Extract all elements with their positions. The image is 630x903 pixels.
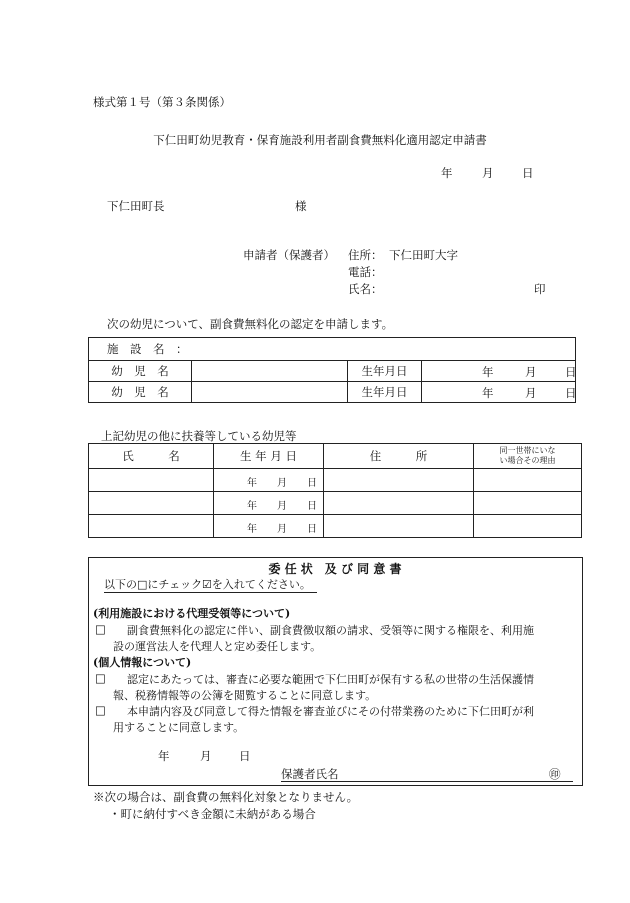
checkbox-proxy[interactable]: □ (95, 622, 106, 636)
intro-text: 次の幼児について、副食費無料化の認定を申請します。 (107, 317, 394, 331)
table-row (89, 361, 576, 382)
applicant-label: 申請者（保護者） (243, 248, 335, 262)
item2-line2: 報、税務情報等の公簿を閲覧することに同意します。 (113, 689, 377, 702)
dependents-table (88, 443, 582, 538)
dependent-name-input[interactable] (89, 492, 214, 515)
table-header-row (89, 444, 582, 469)
name-label: 氏名： (348, 282, 383, 296)
birth-label-cell: 生年月日 (348, 361, 422, 382)
section-heading-privacy: (個人情報について) (93, 656, 192, 669)
addressee-name: 下仁田町長 (107, 199, 165, 213)
table-row (89, 382, 576, 403)
consent-date-day: 日 (239, 749, 251, 763)
addressee-honorific: 様 (295, 199, 307, 213)
col-header-birth: 生 年 月 日 (214, 444, 324, 469)
checkbox-usage[interactable]: □ (95, 703, 106, 717)
col-header-address: 住 所 (324, 444, 474, 469)
consent-instruction: 以下の□にチェック☑を入れてください。 (104, 576, 317, 593)
guardian-signature-line[interactable] (281, 781, 573, 782)
form-number: 様式第１号（第３条関係） (93, 95, 231, 109)
table-row (89, 515, 582, 538)
phone-label: 電話： (348, 265, 383, 279)
facility-cell[interactable] (89, 338, 576, 361)
consent-date-month: 月 (200, 749, 212, 763)
dependent-name-input[interactable] (89, 469, 214, 492)
date-day: 日 (522, 166, 534, 180)
dependent-address-input[interactable] (324, 515, 474, 538)
dependent-birth-input[interactable]: 年 月 日 (214, 492, 324, 515)
guardian-label: 保護者氏名 (281, 767, 339, 781)
birth-date-input[interactable]: 年 月 日 (422, 382, 576, 403)
table-row (89, 469, 582, 492)
date-month: 月 (482, 166, 494, 180)
date-year: 年 (441, 166, 453, 180)
consent-date-year: 年 (158, 749, 170, 763)
child-name-input[interactable] (192, 361, 348, 382)
address-value: 下仁田町大字 (389, 248, 458, 262)
facility-label: 施 設 名 ： (107, 342, 188, 356)
dependent-birth-input[interactable]: 年 月 日 (214, 515, 324, 538)
child-name-input[interactable] (192, 382, 348, 403)
dependent-reason-input[interactable] (474, 492, 582, 515)
dependent-birth-input[interactable]: 年 月 日 (214, 469, 324, 492)
item3-line1: 本申請内容及び同意して得た情報を審査並びにその付帯業務のために下仁田町が利 (127, 705, 534, 718)
dependent-reason-input[interactable] (474, 469, 582, 492)
child-table (88, 337, 576, 403)
col-header-name: 氏 名 (89, 444, 214, 469)
item1-line1: 副食費無料化の認定に伴い、副食費徴収額の請求、受領等に関する権限を、利用施 (127, 624, 534, 637)
seal-mark: 印 (534, 282, 546, 296)
dependents-heading: 上記幼児の他に扶養等している幼児等 (101, 429, 297, 443)
item3-line2: 用することに同意します。 (113, 721, 245, 734)
birth-date-input[interactable]: 年 月 日 (422, 361, 576, 382)
address-label: 住所： (348, 248, 383, 262)
notes-heading: ※次の場合は、副食費の無料化対象となりません。 (93, 790, 359, 804)
dependent-address-input[interactable] (324, 492, 474, 515)
section-heading-proxy: (利用施設における代理受領等について) (93, 607, 291, 620)
item2-line1: 認定にあたっては、審査に必要な範囲で下仁田町が保有する私の世帯の生活保護情 (127, 673, 534, 686)
col-header-reason: 同一世帯にいな い場合その理由 (474, 444, 582, 469)
item1-line2: 設の運営法人を代理人と定め委任します。 (113, 640, 322, 653)
birth-label-cell: 生年月日 (348, 382, 422, 403)
checkbox-privacy[interactable]: □ (95, 671, 106, 685)
child-label-cell: 幼 児 名 (89, 382, 192, 403)
table-row (89, 492, 582, 515)
notes-item: ・町に納付すべき金額に未納がある場合 (109, 807, 316, 821)
form-title: 下仁田町幼児教育・保育施設利用者副食費無料化適用認定申請書 (153, 133, 487, 147)
dependent-reason-input[interactable] (474, 515, 582, 538)
child-label-cell: 幼 児 名 (89, 361, 192, 382)
dependent-name-input[interactable] (89, 515, 214, 538)
guardian-seal: ㊞ (549, 767, 561, 781)
dependent-address-input[interactable] (324, 469, 474, 492)
consent-title: 委 任 状 及 び 同 意 書 (268, 562, 402, 576)
